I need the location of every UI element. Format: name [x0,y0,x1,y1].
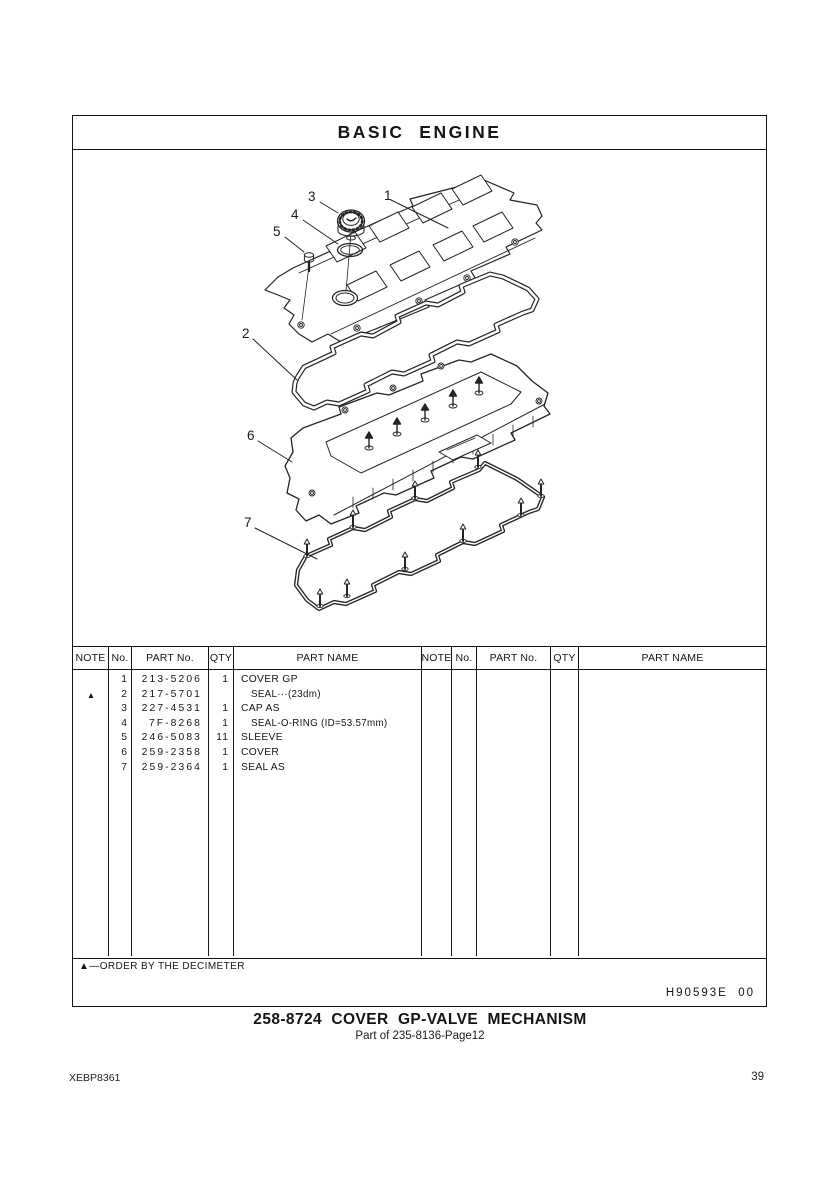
section-title-band [73,116,766,150]
cell-qty [209,688,234,703]
diagram-svg [73,150,765,646]
cell-qty: 1 [222,717,229,729]
cell-note [73,702,109,717]
cell-no: 7 [121,761,127,773]
valve-cover [265,175,542,342]
col-qty-right: QTY [551,647,579,669]
cell-part-no: 217-5701 [141,688,202,700]
col-name-left: PART NAME [234,647,422,669]
col-note-left: NOTE [73,647,109,669]
callout-7: 7 [244,515,252,530]
cell-part-name: CAP AS [241,703,280,715]
cell-no: 5 [121,732,127,744]
cell-note [73,673,109,688]
cell-note: ▲ [86,689,96,700]
cell-qty: 1 [222,674,229,685]
col-qty-left: QTY [209,647,234,669]
table-row [73,673,766,688]
page-title: BASIC ENGINE [337,122,502,142]
cell-qty: 1 [222,703,229,715]
col-part-right: PART No. [477,647,551,669]
cell-note [73,761,109,776]
cell-part-name: COVER [241,746,280,758]
table-row [73,702,766,717]
document-code: XEBP8361 [69,1072,121,1084]
table-row [73,746,766,761]
callout-6: 6 [247,428,255,443]
page-number: 39 [751,1071,764,1083]
cell-note [73,731,109,746]
cell-note [73,746,109,761]
callout-3: 3 [308,189,316,204]
col-note-right: NOTE [422,647,452,669]
cell-no: 1 [121,674,127,685]
sheet-footer [73,957,766,1006]
cell-part-no: 227-4531 [141,703,202,715]
callout-4: 4 [291,207,299,222]
bordered-sheet [72,115,767,1007]
table-row [73,717,766,732]
parts-rows [73,673,766,775]
cell-part-name: COVER GP [241,674,298,685]
cell-qty: 11 [216,732,229,744]
callout-1: 1 [384,188,392,203]
cell-part-no: 246-5083 [141,732,202,744]
col-part-left: PART No. [132,647,209,669]
cell-qty: 1 [222,746,229,758]
col-no-right: No. [452,647,477,669]
cell-part-no: 259-2364 [141,761,202,773]
cell-part-name: SEAL···(23dm) [251,688,321,700]
table-row [73,761,766,776]
table-body [73,670,766,956]
cell-qty: 1 [222,761,229,773]
cell-no: 2 [121,688,127,700]
cell-part-name: SEAL AS [241,761,286,773]
table-row [73,688,766,703]
cell-no: 3 [121,703,127,715]
col-no-left: No. [109,647,132,669]
cell-part-name: SEAL-O-RING (ID=53.57mm) [251,717,388,729]
cell-note [73,717,109,732]
table-header [73,647,766,670]
cell-no: 4 [121,717,127,729]
callout-2: 2 [242,326,250,341]
cell-no: 6 [121,746,127,758]
cell-part-no: 213-5206 [141,674,202,685]
caption-subtitle: Part of 235-8136-Page12 [355,1030,485,1042]
table-row [73,731,766,746]
cell-part-no: 7F-8268 [148,717,202,729]
cell-part-name: SLEEVE [241,732,283,744]
parts-table [73,646,766,959]
col-name-right: PART NAME [641,652,704,664]
callout-5: 5 [273,224,281,239]
figure-caption [0,1011,840,1042]
figure-code: H90593E 00 [665,987,755,999]
cell-part-no: 259-2358 [141,746,202,758]
exploded-diagram [73,150,765,646]
order-footnote: ▲—ORDER BY THE DECIMETER [79,961,245,972]
caption-title: 258-8724 COVER GP-VALVE MECHANISM [253,1011,587,1028]
